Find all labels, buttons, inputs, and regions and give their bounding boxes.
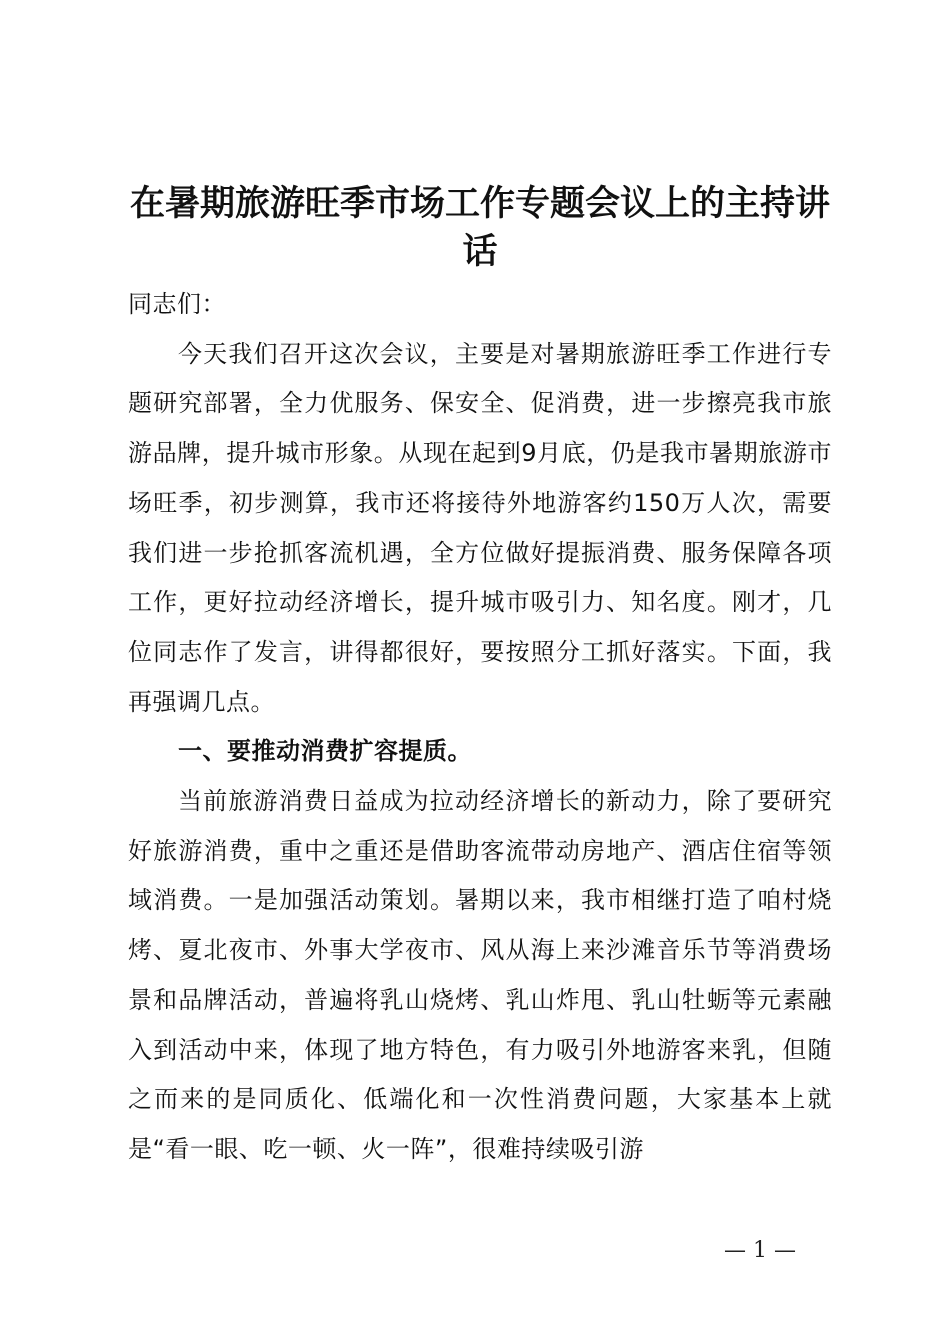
section-1-paragraph: 当前旅游消费日益成为拉动经济增长的新动力，除了要研究好旅游消费，重中之重还是借助客流带动房地产、酒店住宿等领域消费。一是加强活动策划。暑期以来，我市相继打造了咱村烧烤、夏北夜市、外事大学夜市、风从海上来沙滩音乐节等消费场景和品牌活动，普遍将乳山烧烤、乳山炸甩、乳山牡蛎等元素融入到活动中来，体现了地方特色，有力吸引外地游客来乳，但随之而来的是同质化、低端化和一次性消费问题，大家基本上就是“看一眼、吃一顿、火一阵”，很难持续吸引游 <box>128 787 832 1163</box>
document-body <box>128 280 832 1175</box>
page-number: — 1 — <box>724 1238 796 1263</box>
document-title: 在暑期旅游旺季市场工作专题会议上的主持讲话 <box>129 184 830 272</box>
section-1-heading: 一、要推动消费扩容提质。 <box>178 737 472 766</box>
opening-paragraph: 今天我们召开这次会议，主要是对暑期旅游旺季工作进行专题研究部署，全力优服务、保安全、促消费，进一步擦亮我市旅游品牌，提升城市形象。从现在起到9月底，仍是我市暑期旅游市场旺季，初步测算，我市还将接待外地游客约150万人次，需要我们进一步抢抓客流机遇，全方位做好提振消费、服务保障各项工作，更好拉动经济增长，提升城市吸引力、知名度。刚才，几位同志作了发言，讲得都很好，要按照分工抓好落实。下面，我再强调几点。 <box>128 339 832 716</box>
salutation: 同志们： <box>128 290 226 318</box>
